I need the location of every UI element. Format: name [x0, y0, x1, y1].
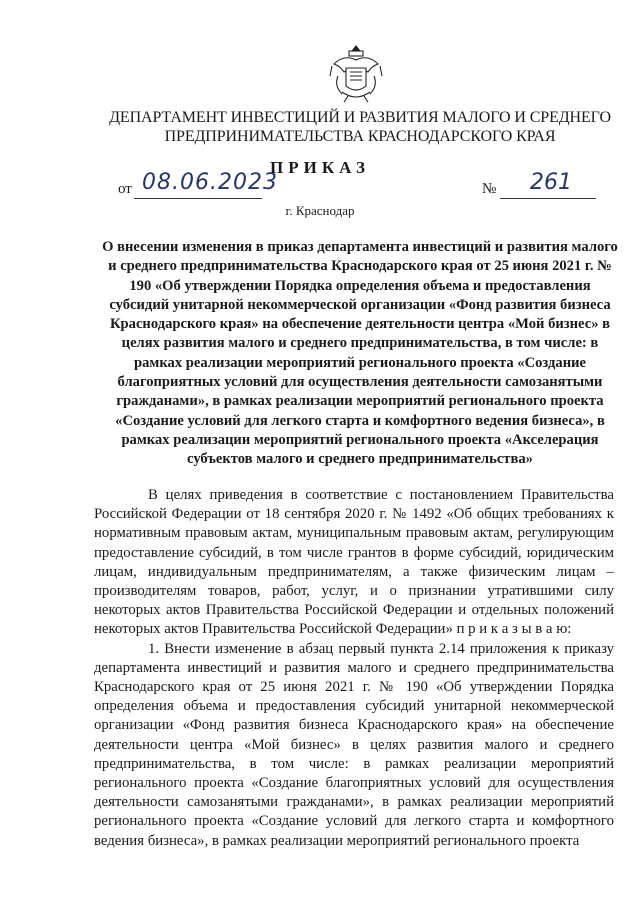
number-underline — [500, 198, 596, 199]
paragraph-preamble: В целях приведения в соответствие с постановлением Правительства Российской Федерации от 18 сентября 2020 г. № 1492 «Об общих требованиях к нормативным правовым актам, муниципальным правовым актам, регулирующим предоставление субсидий, в том числе грантов в форме субсидий, юридическим лицам, индивидуальным предпринимателям, а также физическим лицам – производителям товаров, работ, услуг, и о признании утратившими силу некоторых актов Правительства Российской Федерации и отдельных положений некоторых актов Правительства Российской Федерации» п р и к а з ы в а ю: — [94, 487, 614, 638]
document-type: ПРИКАЗ — [270, 158, 370, 177]
coat-of-arms-icon — [328, 42, 384, 104]
document-title: О внесении изменения в приказ департамента инвестиций и развития малого и среднего предпринимательства Краснодарского края от 25 июня 2021 г. № 190 «Об утверждении Порядка определения объема и предоставления субсидий унитарной некоммерческой организации «Фонд развития бизнеса Краснодарского края» на обеспечение деятельности центра «Мой бизнес» в целях развития малого и среднего предпринимательства, в том числе: в рамках реализации мероприятий регионального проекта «Создание благоприятных условий для осуществления деятельности самозанятыми гражданами», в рамках реализации мероприятий регионального проекта «Создание условий для легкого старта и комфортного ведения бизнеса», в рамках реализации мероприятий регионального проекта «Акселерация субъектов малого и среднего предпринимательства» — [102, 239, 618, 468]
department-name: ДЕПАРТАМЕНТ ИНВЕСТИЦИЙ И РАЗВИТИЯ МАЛОГО И СРЕДНЕГО ПРЕДПРИНИМАТЕЛЬСТВА КРАСНОДАРСКОГО КРАЯ — [109, 109, 611, 145]
document-body — [94, 486, 614, 851]
document-number: 261 — [530, 170, 572, 195]
paragraph-item-1: 1. Внести изменение в абзац первый пункта 2.14 приложения к приказу департамента инвестиций и развития малого и среднего предпринимательства Краснодарского края от 25 июня 2021 г. № 190 «Об утверждении Порядка определения объема и предоставления субсидий унитарной некоммерческой организации «Фонд развития бизнеса Краснодарского края» на обеспечение деятельности центра «Мой бизнес» в целях развития малого и среднего предпринимательства, в том числе: в рамках реализации мероприятий регионального проекта «Создание благоприятных условий для осуществления деятельности самозанятыми гражданами», в рамках реализации мероприятий регионального проекта «Создание условий для легкого старта и комфортного ведения бизнеса», в рамках реализации мероприятий регионального проекта — [94, 640, 614, 849]
document-date: 08.06.2023 — [142, 170, 278, 195]
date-underline — [134, 198, 262, 199]
city: г. Краснодар — [285, 203, 355, 218]
date-prefix: от — [118, 181, 132, 197]
number-prefix: № — [482, 181, 497, 197]
